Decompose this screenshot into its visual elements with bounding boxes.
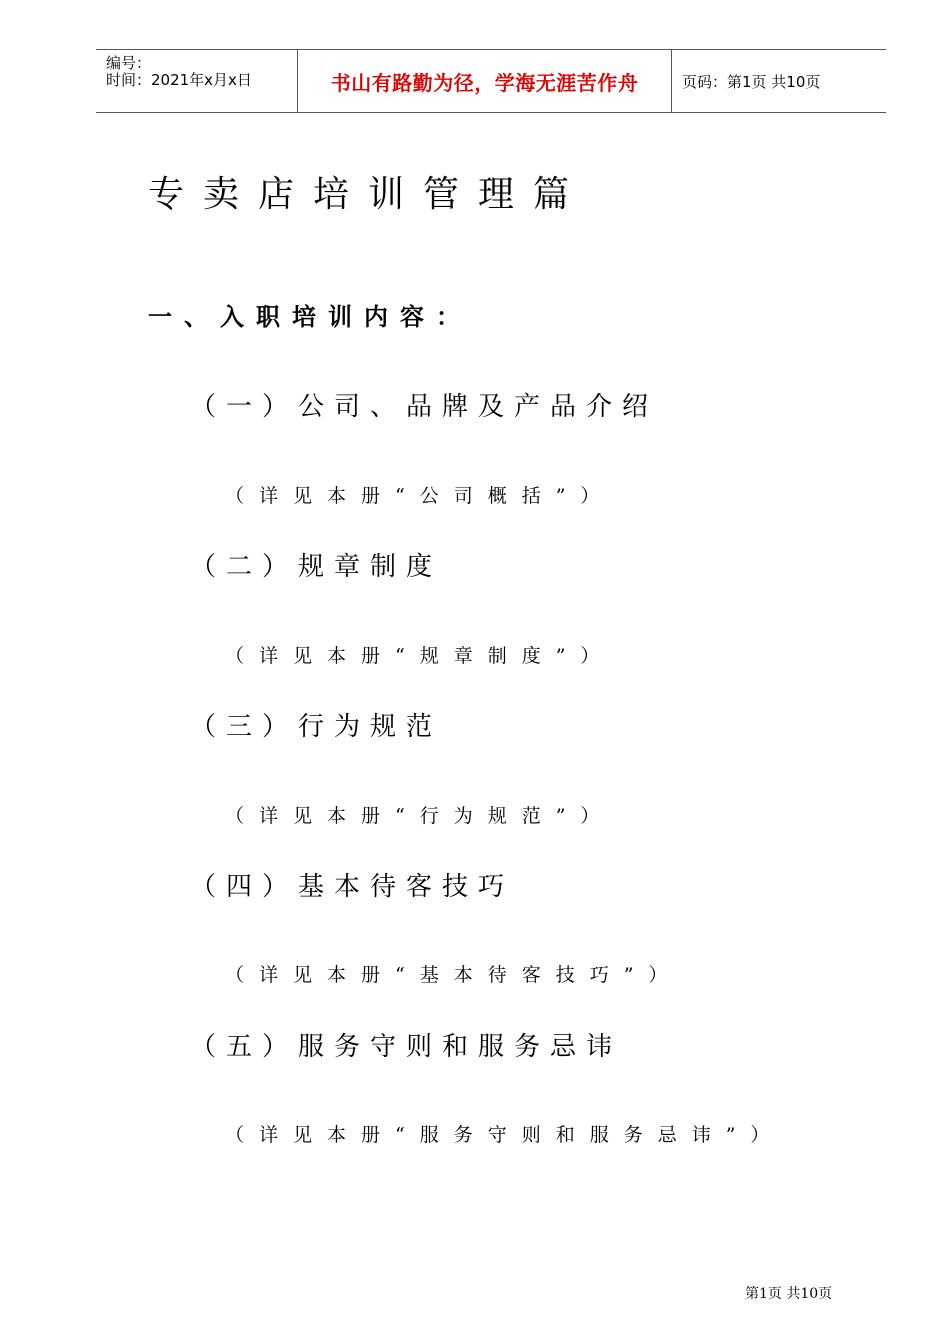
page-header bbox=[96, 49, 886, 113]
subsection-note-1: （详见本册“公司概括”） bbox=[225, 485, 615, 507]
subsection-heading-2: （二）规章制度 bbox=[190, 552, 443, 582]
subsection-note-2: （详见本册“规章制度”） bbox=[225, 645, 615, 667]
subsection-heading-4: （四）基本待客技巧 bbox=[190, 872, 515, 902]
document-title: 专卖店培训管理篇 bbox=[148, 174, 589, 215]
section-heading: 一、入职培训内容： bbox=[148, 303, 472, 331]
subsection-note-3: （详见本册“行为规范”） bbox=[225, 805, 615, 827]
header-motto: 书山有路勤为径，学海无涯苦作舟 bbox=[330, 70, 639, 95]
document-time-label: 时间：2021年x月x日 bbox=[106, 71, 252, 89]
header-meta-cell bbox=[96, 50, 298, 112]
document-number-label: 编号： bbox=[106, 54, 152, 72]
subsection-heading-3: （三）行为规范 bbox=[190, 712, 443, 742]
page-footer: 第1页 共10页 bbox=[745, 1286, 833, 1302]
subsection-heading-5: （五）服务守则和服务忌讳 bbox=[190, 1032, 623, 1062]
header-page-info: 页码：第1页 共10页 bbox=[682, 72, 821, 91]
header-page-cell bbox=[672, 50, 886, 112]
header-motto-cell bbox=[298, 50, 672, 112]
subsection-heading-1: （一）公司、品牌及产品介绍 bbox=[190, 392, 659, 422]
subsection-note-4: （详见本册“基本待客技巧”） bbox=[225, 964, 683, 986]
subsection-note-5: （详见本册“服务守则和服务忌讳”） bbox=[225, 1124, 785, 1146]
